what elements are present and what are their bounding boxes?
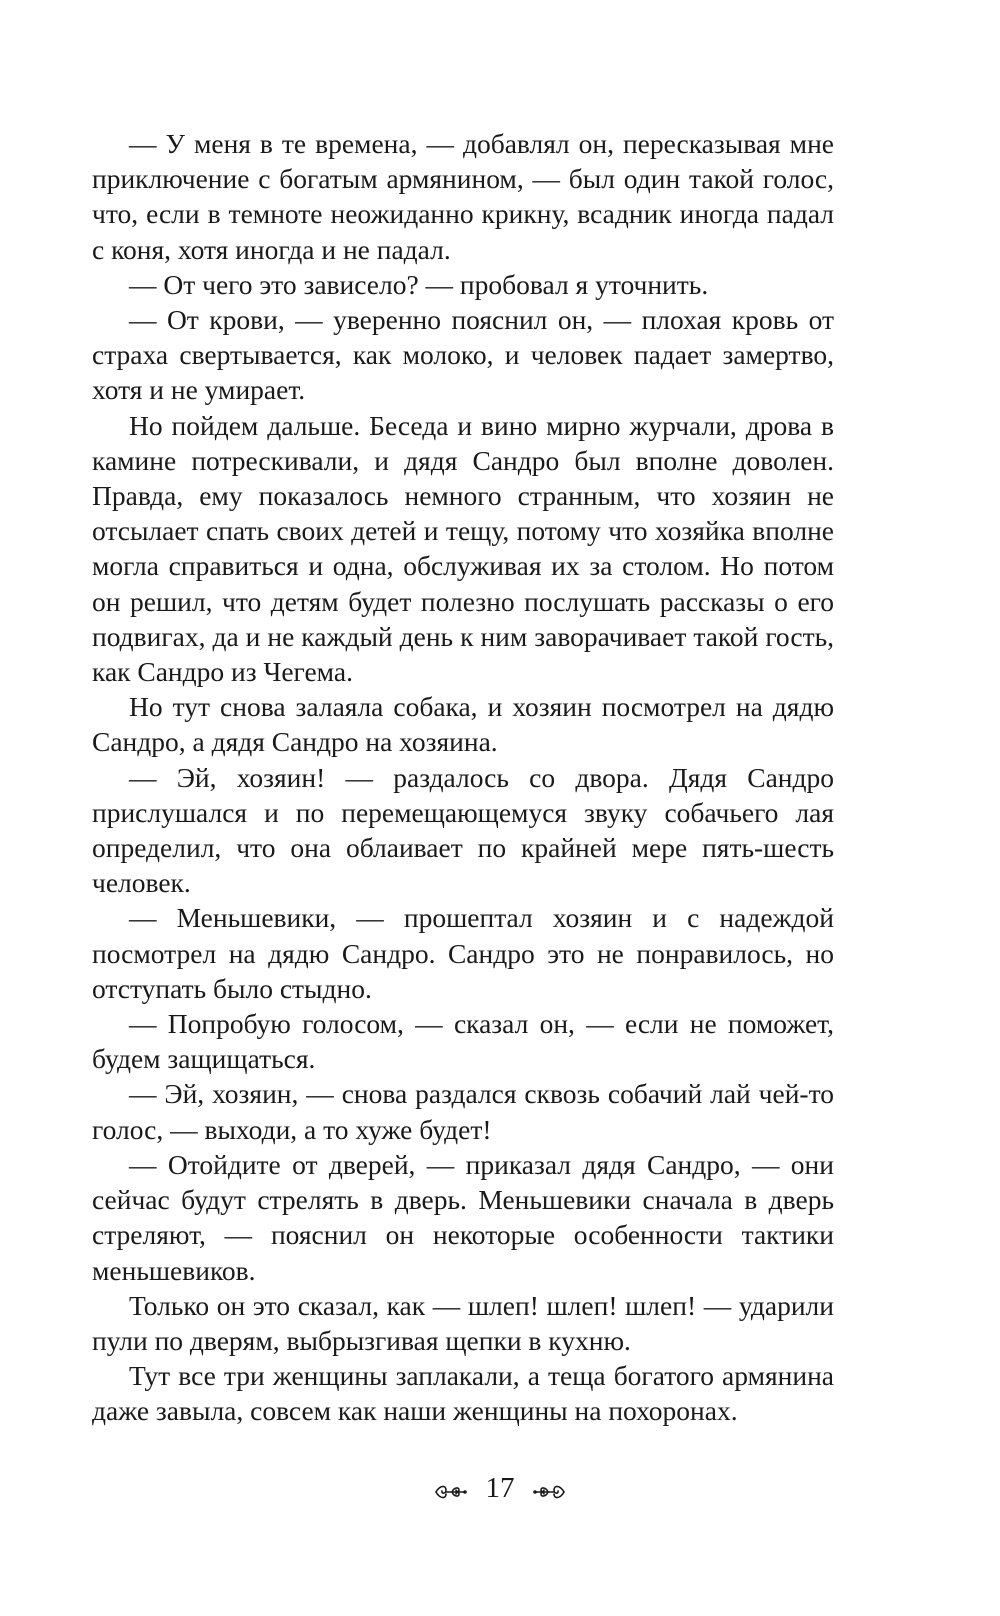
page-body <box>92 126 834 1429</box>
left-flourish-ornament-icon <box>434 1475 468 1495</box>
paragraph-10: — Отойдите от дверей, — приказал дядя Сандро, — они сейчас будут стрелять в дверь. Меньшевики сначала в дверь стреляют, — пояснил он некоторые особенности тактики меньшевиков. <box>92 1148 834 1286</box>
paragraph-5: Но тут снова залаяла собака, и хозяин посмотрел на дядю Сандро, а дядя Сандро на хозяина. <box>92 691 834 758</box>
paragraph-11: Только он это сказал, как — шлеп! шлеп! шлеп! — ударили пули по дверям, выбрызгивая щепки в кухню. <box>92 1289 834 1356</box>
right-flourish-ornament-icon <box>532 1475 566 1495</box>
page-number: 17 <box>485 1472 515 1505</box>
paragraph-12: Тут все три женщины заплакали, а теща богатого армянина даже завыла, совсем как наши женщины на похоронах. <box>92 1360 834 1427</box>
paragraph-2: — От чего это зависело? — пробовал я уточнить. <box>129 268 709 300</box>
paragraph-1: — У меня в те времена, — добавлял он, пересказывая мне приключение с богатым армянином, — был один такой голос, что, если в темноте неожиданно крикну, всадник иногда падал с коня, хотя иногда и не падал. <box>92 128 834 265</box>
paragraph-8: — Попробую голосом, — сказал он, — если не поможет, будем защищаться. <box>92 1008 834 1075</box>
paragraph-6: — Эй, хозяин! — раздалось со двора. Дядя Сандро прислушался и по перемещающемуся звуку собачьего лая определил, что она облаивает по крайней мере пять-шесть человек. <box>92 761 834 899</box>
paragraph-7: — Меньшевики, — прошептал хозяин и с надеждой посмотрел на дядю Сандро. Сандро это не понравилось, но отступать было стыдно. <box>92 902 834 1004</box>
paragraph-3: — От крови, — уверенно пояснил он, — плохая кровь от страха свертывается, как молоко, и человек падает замертво, хотя и не умирает. <box>92 304 834 406</box>
paragraph-4: Но пойдем дальше. Беседа и вино мирно журчали, дрова в камине потрескивали, и дядя Сандро был вполне доволен. Правда, ему показалось немного странным, что хозяин не отсылает спать своих детей и тещу, потому что хозяйка вполне могла справиться и одна, обслуживая их за столом. Но потом он решил, что детям будет полезно послушать рассказы о его подвигах, да и не каждый день к ним заворачивает такой гость, как Сандро из Чегема. <box>92 409 834 688</box>
page-footer <box>0 1468 1000 1506</box>
paragraph-9: — Эй, хозяин, — снова раздался сквозь собачий лай чей-то голос, — выходи, а то хуже будет! <box>92 1078 834 1145</box>
